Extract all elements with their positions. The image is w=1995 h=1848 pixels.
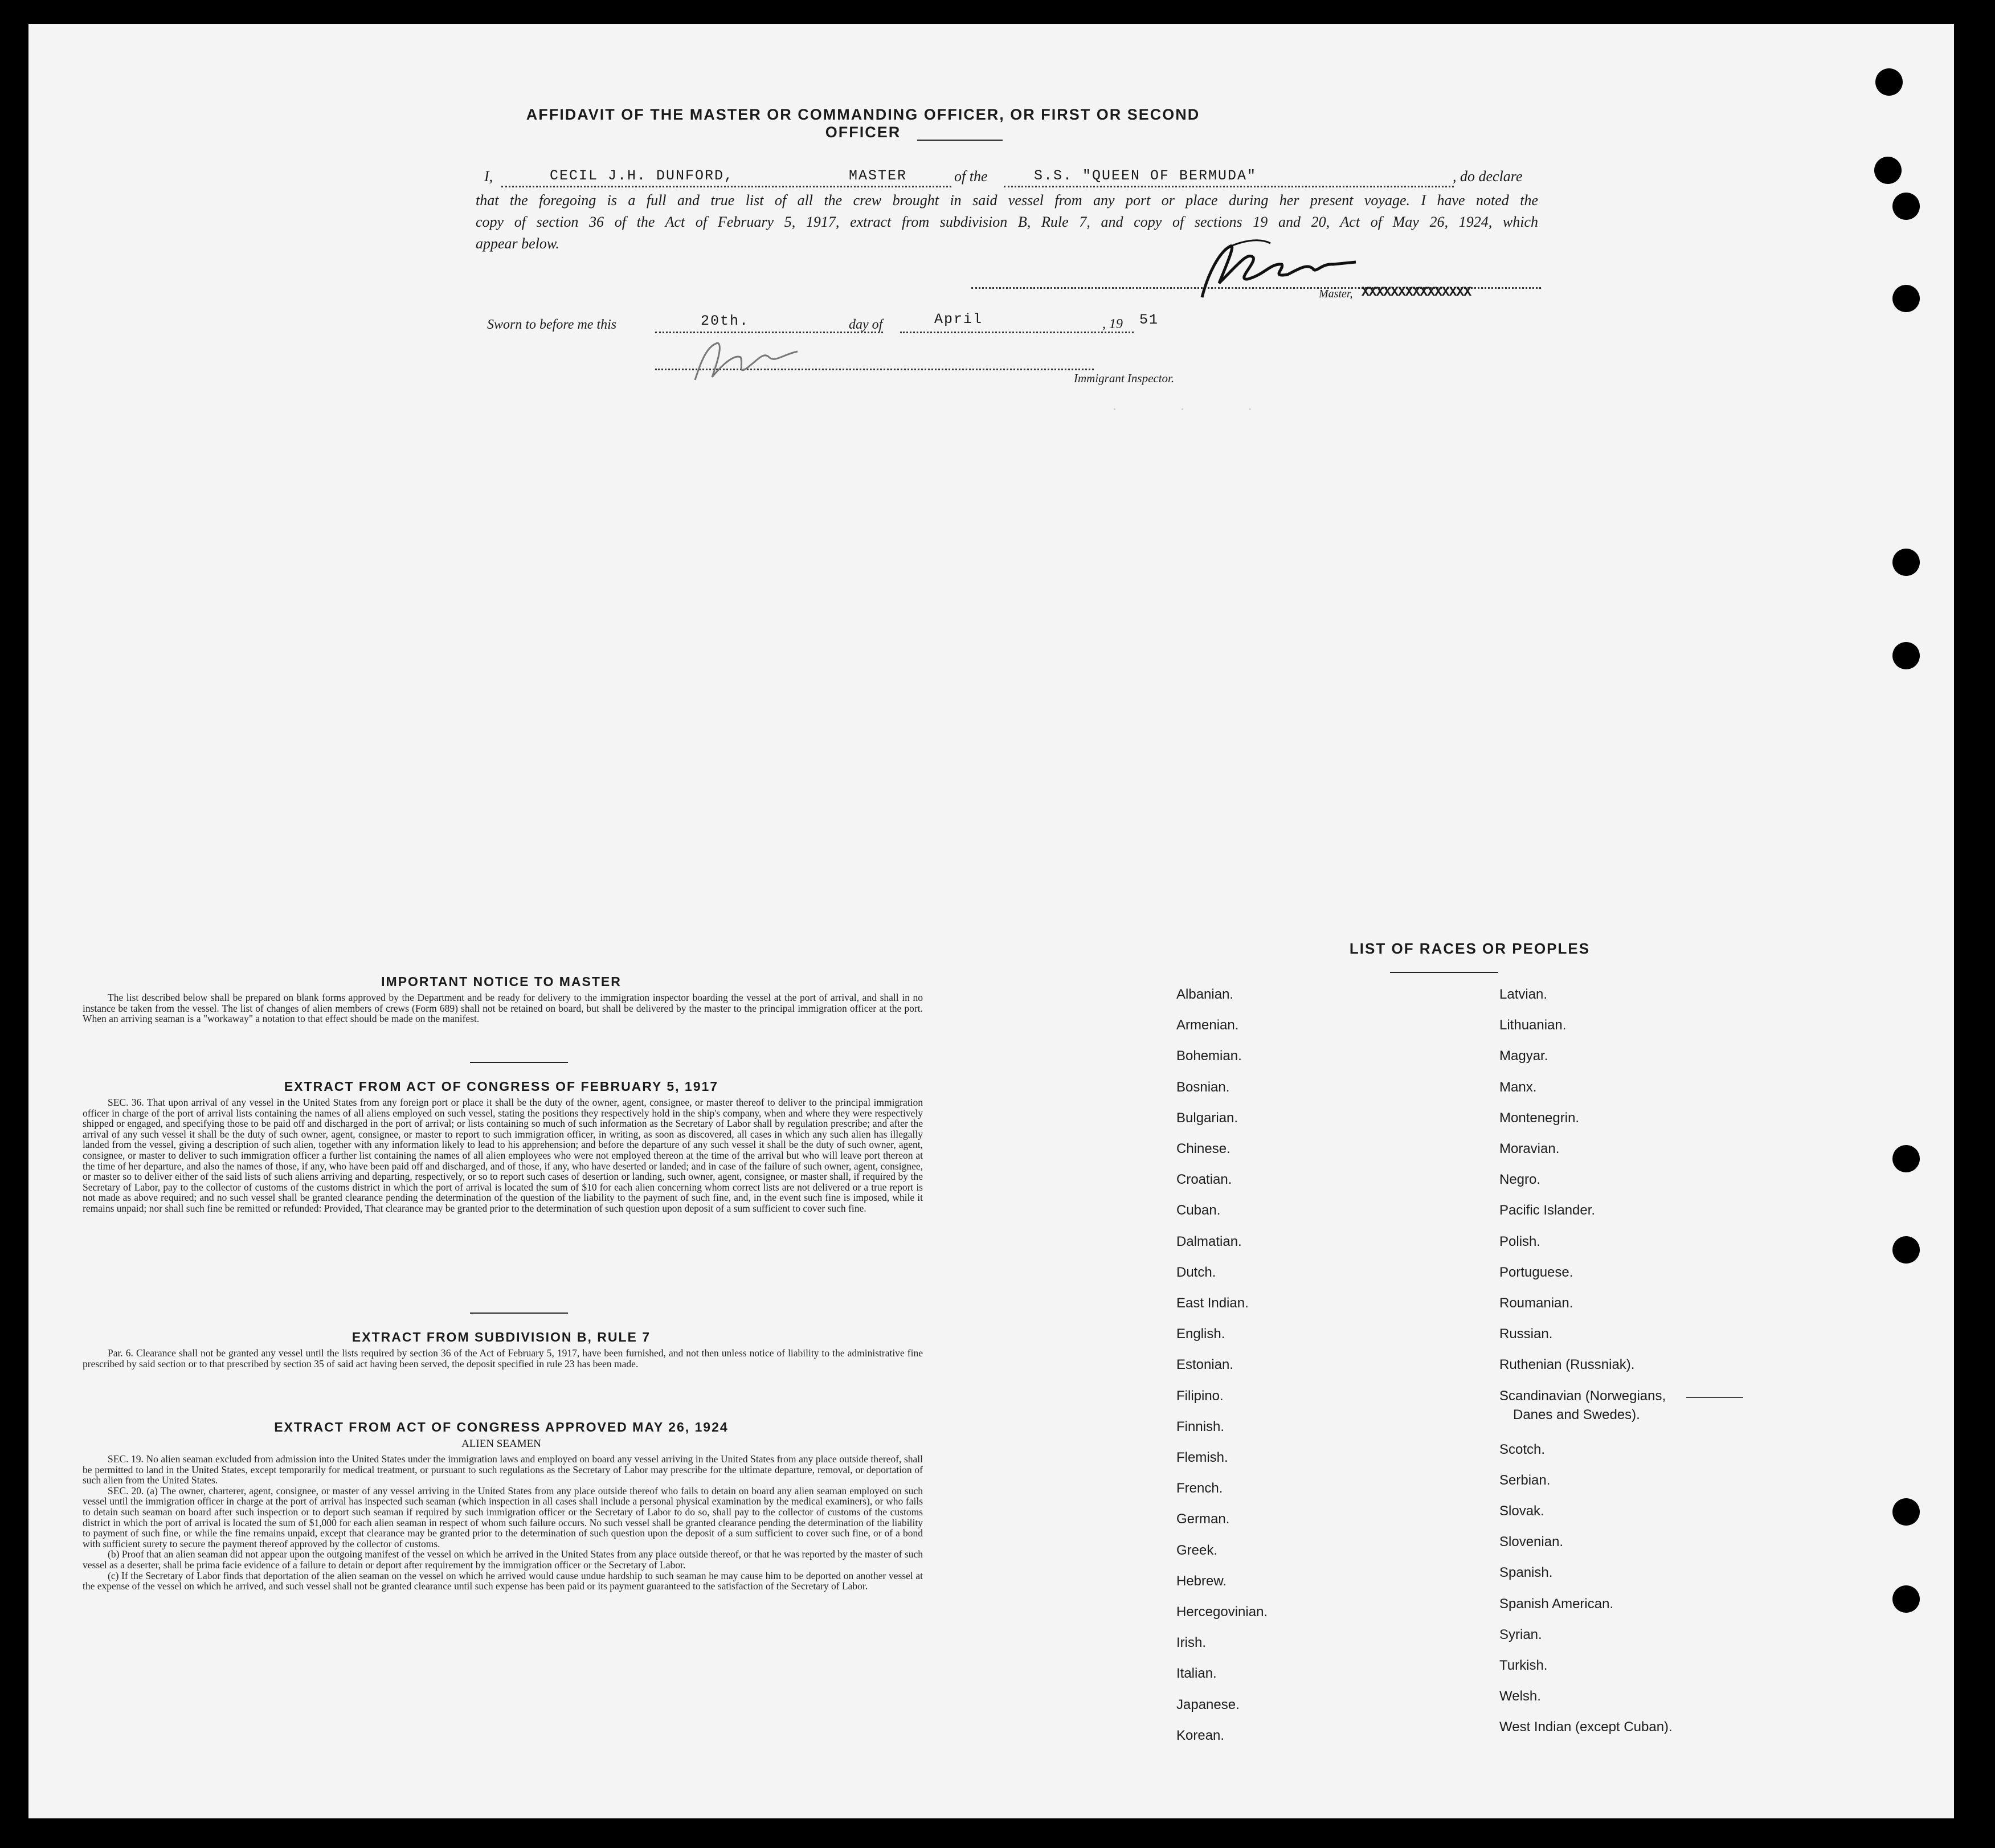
sworn-label: Sworn to before me this (487, 317, 617, 332)
extract-1924-subtitle: ALIEN SEAMEN (461, 1438, 541, 1450)
master-struck-text: XXXXXXXXXXXXXXX (1362, 285, 1471, 300)
inspector-signature (684, 334, 832, 386)
race-item: Dalmatian. (1176, 1233, 1242, 1249)
race-item: Polish. (1499, 1233, 1541, 1249)
affidavit-body (476, 190, 1538, 255)
race-item: Scandinavian (Norwegians, (1499, 1388, 1666, 1404)
punch-hole (1892, 1145, 1920, 1172)
race-item: Moravian. (1499, 1141, 1560, 1156)
extract-1917-text (83, 1097, 923, 1214)
master-name: CECIL J.H. DUNFORD, (550, 167, 734, 184)
race-item: Portuguese. (1499, 1264, 1573, 1280)
races-title: LIST OF RACES OR PEOPLES (1349, 940, 1591, 957)
race-item: Lithuanian. (1499, 1017, 1567, 1033)
punch-hole (1892, 642, 1920, 669)
race-item: Bulgarian. (1176, 1110, 1238, 1126)
race-item: Pacific Islander. (1499, 1203, 1596, 1219)
title-divider (917, 140, 1003, 141)
punch-hole (1892, 285, 1920, 312)
race-item: Syrian. (1499, 1626, 1542, 1642)
race-item: Latvian. (1499, 987, 1548, 1002)
races-divider (1390, 972, 1498, 973)
bleed-through-marks: . . . (1111, 400, 1254, 414)
race-item: Slovenian. (1499, 1534, 1564, 1550)
sec20c-paragraph: (c) If the Secretary of Labor finds that deportation of the alien seaman on the vessel on which he arrived would cause undue hardship to such seaman he may cause him to be deported on another vessel at the expense of the vessel on which he arrived, and such vessel shall not be granted clearance until such expense has been paid or its payment guaranteed to the satisfaction of the Secretary of Labor. (83, 1569, 923, 1592)
punch-hole (1892, 549, 1920, 576)
affidavit-body-line-2: copy of section 36 of the Act of February 5, 1917, extract from subdivision B, Rule 7, and copy of sections 19 and 20, Act of May 26, 1924, which (476, 214, 1538, 230)
sworn-month-line (900, 332, 1134, 333)
name-line (501, 186, 951, 187)
punch-hole (1892, 193, 1920, 220)
race-item: English. (1176, 1326, 1225, 1342)
punch-hole (1892, 1498, 1920, 1526)
race-item: Italian. (1176, 1666, 1217, 1682)
master-label: Master, (1319, 288, 1353, 300)
race-item: Bohemian. (1176, 1048, 1242, 1064)
of-the-label: of the (954, 168, 988, 185)
race-item: Filipino. (1176, 1388, 1224, 1404)
affidavit-body-line-1: that the foregoing is a full and true list of all the crew brought in said vessel from any port or place during her present voyage. I have noted the (476, 192, 1538, 208)
sworn-month: April (934, 311, 983, 328)
race-item: Roumanian. (1499, 1295, 1573, 1311)
race-item: Turkish. (1499, 1658, 1548, 1673)
affidavit-body-line-3: appear below. (476, 235, 559, 252)
race-item: Cuban. (1176, 1203, 1221, 1219)
race-item: Scotch. (1499, 1441, 1546, 1457)
rule7-paragraph: Par. 6. Clearance shall not be granted any vessel until the lists required by section 36 of the Act of February 5, 1917, have been furnished, and not then unless notice of liability to the administrative fine prescribed by said section or to that prescribed by section 35 of said act having been served, the deposit specified in rule 23 has been made. (83, 1347, 923, 1369)
race-item: Irish. (1176, 1635, 1207, 1651)
race-item: Flemish. (1176, 1450, 1228, 1465)
punch-hole (1875, 68, 1903, 96)
race-item: Russian. (1499, 1326, 1553, 1342)
extract-1924-text (83, 1454, 923, 1592)
race-item: Croatian. (1176, 1172, 1232, 1188)
race-item: Negro. (1499, 1172, 1541, 1188)
race-item: Manx. (1499, 1079, 1537, 1095)
extract-1917-paragraph: SEC. 36. That upon arrival of any vessel in the United States from any foreign port or place it shall be the duty of the owner, agent, consignee, or master thereof to deliver to the principal immigration officer in charge of the port of arrival lists containing the names of all aliens employed on such vessel, stating the positions they respectively hold in the ship's company, when and where they were respectively shipped or engaged, and specifying those to be paid off and discharged in the port of arrival; or lists containing so much of such information as the Secretary of Labor shall by regulation prescribe; and after the arrival of any such vessel it shall be the duty of such owner, agent, consignee, or master to report to such immigration officer, in writing, as soon as discovered, all cases in which any such alien has illegally landed from the vessel, giving a description of such alien, together with any information likely to lead to his apprehension; and before the departure of any such vessel it shall be the duty of such owner, agent, consignee, or master to deliver to such immigration officer a further list containing the names of all alien employees who were not employed thereon at the time of the arrival but who will leave port thereon at the time of her departure, and also the names of those, if any, who have been paid off and discharged, and of those, if any, who have deserted or landed; and in case of the failure of such owner, agent, consignee, or master so to deliver either of the said lists of such aliens arriving and departing, respectively, or so to report such cases of desertion or landing, such owner, agent, consignee, or master shall, if required by the Secretary of Labor, pay to the collector of customs of the customs district in which the port of arrival is located the sum of $10 for each alien concerning whom correct lists are not delivered or a true report is not made as above required; and no such vessel shall be granted clearance pending the determination of the question of the liability to the payment of such fine, and, in the event such fine is imposed, while it remains unpaid; nor shall such fine be remitted or refunded: Provided, That clearance may be granted prior to the determination of such question upon deposit of a sum sufficient to cover such fine. (83, 1097, 923, 1214)
race-item: Welsh. (1499, 1688, 1541, 1704)
race-item: Greek. (1176, 1542, 1218, 1558)
rule7-title: EXTRACT FROM SUBDIVISION B, RULE 7 (351, 1330, 651, 1344)
race-item: Spanish American. (1499, 1596, 1614, 1612)
race-item: French. (1176, 1481, 1223, 1497)
race-item: Spanish. (1499, 1565, 1553, 1581)
race-item: Hebrew. (1176, 1573, 1227, 1589)
scandinavian-dash (1686, 1397, 1743, 1398)
race-item: Serbian. (1499, 1472, 1551, 1488)
notice-text (83, 992, 923, 1024)
race-item: Dutch. (1176, 1264, 1216, 1280)
race-item: Montenegrin. (1499, 1110, 1580, 1126)
race-item: Hercegovinian. (1176, 1604, 1268, 1620)
race-item: Slovak. (1499, 1503, 1544, 1519)
extract-1917-divider (470, 1313, 568, 1314)
day-of-label: day of (849, 317, 883, 332)
master-rank: MASTER (849, 167, 907, 184)
notice-paragraph: The list described below shall be prepared on blank forms approved by the Department and be ready for delivery to the immigration inspector boarding the vessel at the port of arrival, and shall in no instance be taken from the vessel. The list of changes of alien members of crews (Form 689) shall not be retained on board, but shall be delivered by the master to the principal immigration officer at the port. When an arriving seaman is a "workaway" a notation to that effect should be made on the manifest. (83, 992, 923, 1025)
affidavit-title: AFFIDAVIT OF THE MASTER OR COMMANDING OFFICER, OR FIRST OR SECOND OFFICER (526, 106, 1200, 141)
sec20b-paragraph: (b) Proof that an alien seaman did not appear upon the outgoing manifest of the vessel on which he arrived in the United States from any place outside thereof, or that he was reported by the master of such vessel as a deserter, shall be prima facie evidence of a failure to detain or deport after requirement by the immigration officer or the Secretary of Labor. (83, 1548, 923, 1571)
punch-hole (1892, 1236, 1920, 1264)
extract-1924-title: EXTRACT FROM ACT OF CONGRESS APPROVED MAY 26, 1924 (274, 1420, 729, 1434)
vessel-name: S.S. "QUEEN OF BERMUDA" (1034, 167, 1257, 184)
race-item: Finnish. (1176, 1418, 1225, 1434)
race-item: Albanian. (1176, 987, 1234, 1002)
sec19-paragraph: SEC. 19. No alien seaman excluded from admission into the United States under the immigration laws and employed on board any vessel arriving in the United States from any place outside thereof, shall be permitted to land in the United States, except temporarily for medical treatment, or pursuant to such regulations as the Secretary of Labor may prescribe for the ultimate departure, removal, or deportation of such alien from the United States. (83, 1453, 923, 1486)
race-scandinavian-continued: Danes and Swedes). (1513, 1407, 1640, 1422)
race-item: Estonian. (1176, 1357, 1234, 1373)
race-item: Korean. (1176, 1727, 1225, 1743)
race-item: Chinese. (1176, 1141, 1230, 1156)
race-item: Japanese. (1176, 1696, 1240, 1712)
race-item: East Indian. (1176, 1295, 1249, 1311)
notice-divider (470, 1062, 568, 1063)
race-item: West Indian (except Cuban). (1499, 1719, 1673, 1735)
notice-title: IMPORTANT NOTICE TO MASTER (381, 974, 622, 989)
sworn-day: 20th. (701, 313, 750, 329)
race-item: Ruthenian (Russniak). (1499, 1357, 1635, 1373)
punch-hole (1892, 1585, 1920, 1613)
race-item: German. (1176, 1511, 1230, 1527)
year-suffix: 51 (1139, 312, 1159, 328)
vessel-line (1004, 186, 1454, 187)
race-item: Magyar. (1499, 1048, 1548, 1064)
punch-hole (1874, 157, 1902, 184)
inspector-label: Immigrant Inspector. (1074, 371, 1175, 385)
race-item: Bosnian. (1176, 1079, 1230, 1095)
race-item: Armenian. (1176, 1017, 1239, 1033)
rule7-text (83, 1348, 923, 1369)
year-prefix: , 19 (1102, 317, 1123, 332)
do-declare-label: , do declare (1453, 168, 1523, 185)
sec20a-paragraph: SEC. 20. (a) The owner, charterer, agent, consignee, or master of any vessel arriving in the United States from any place outside thereof who fails to detain on board any alien seaman employed on such vessel until the immigration officer in charge at the port of arrival has inspected such seaman (which inspection in all cases shall include a personal physical examination by the medical examiners), or who fails to detain such seaman on board after such inspection or to deport such seaman if required by such immigration officer or the Secretary of Labor to do so, shall pay to the collector of customs of the customs district in which the port of arrival is located the sum of $1,000 for each alien seaman in respect of whom such failure occurs. No such vessel shall be granted clearance pending the determination of the liability to payment of such fine, or while the fine remains unpaid, except that clearance may be granted prior to the determination of such question upon the deposit of a sum sufficient to cover such fine, or of a bond with sufficient surety to secure the payment thereof approved by the collector of customs. (83, 1485, 923, 1549)
extract-1917-title: EXTRACT FROM ACT OF CONGRESS OF FEBRUARY 5, 1917 (284, 1079, 719, 1094)
document-page (28, 24, 1954, 1818)
affidavit-i: I, (484, 168, 493, 185)
